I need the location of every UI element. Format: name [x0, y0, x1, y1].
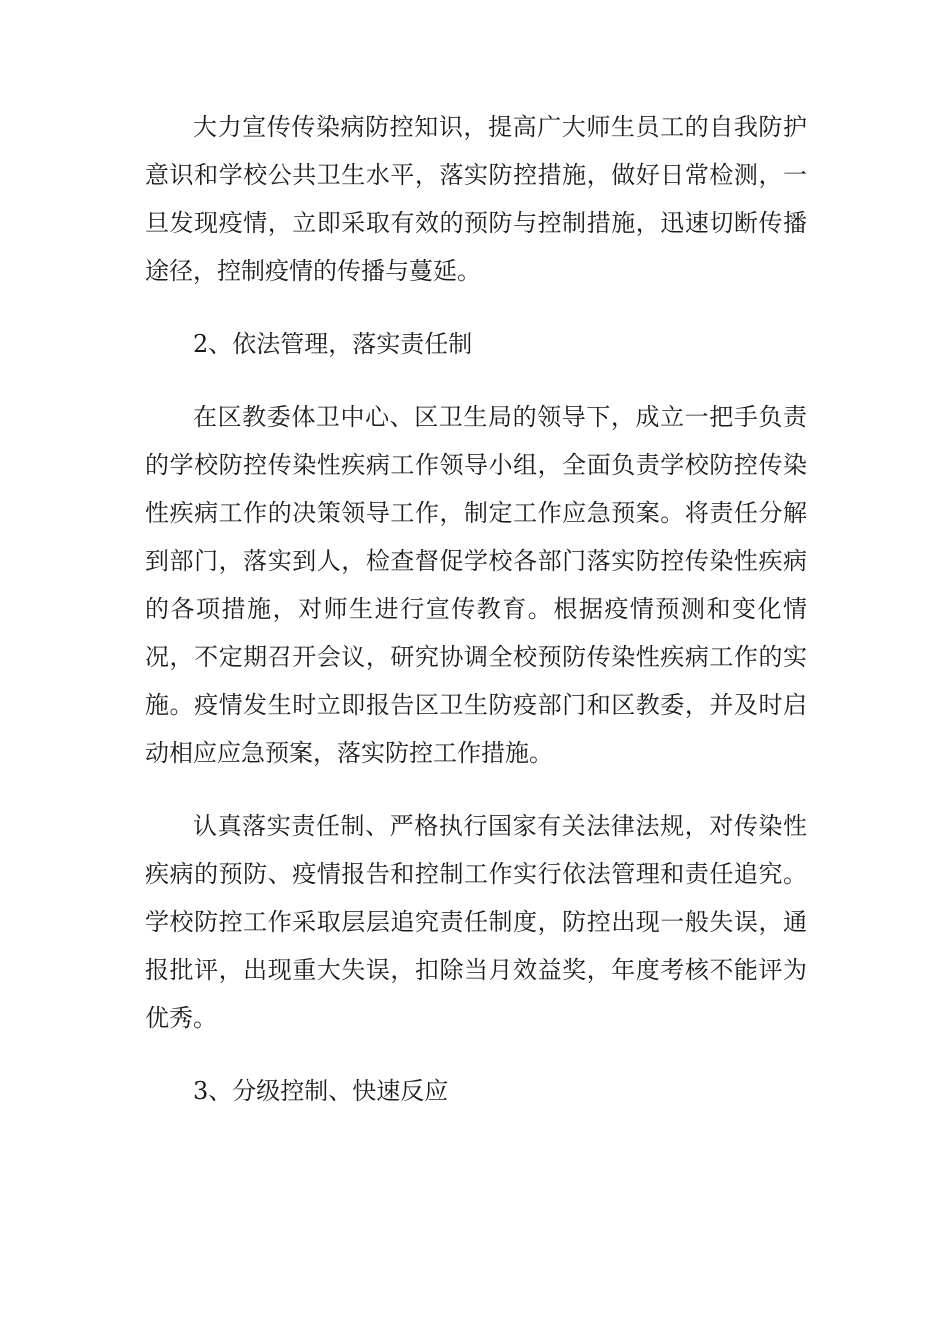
document-body [145, 103, 807, 1140]
paragraph-responsibility: 认真落实责任制、严格执行国家有关法律法规，对传染性疾病的预防、疫情报告和控制工作实行依法管理和责任追究。学校防控工作采取层层追究责任制度，防控出现一般失误，通报批评，出现重大失误，扣除当月效益奖，年度考核不能评为优秀。 [145, 812, 807, 1032]
section-heading-2: 2、依法管理，落实责任制 [193, 330, 473, 358]
section-heading-3: 3、分级控制、快速反应 [193, 1077, 449, 1105]
paragraph-leadership: 在区教委体卫中心、区卫生局的领导下，成立一把手负责的学校防控传染性疾病工作领导小组，全面负责学校防控传染性疾病工作的决策领导工作，制定工作应急预案。将责任分解到部门，落实到人，检查督促学校各部门落实防控传染性疾病的各项措施，对师生进行宣传教育。根据疫情预测和变化情况，不定期召开会议，研究协调全校预防传染性疾病工作的实施。疫情发生时立即报告区卫生防疫部门和区教委，并及时启动相应应急预案，落实防控工作措施。 [145, 403, 807, 767]
paragraph-publicity: 大力宣传传染病防控知识，提高广大师生员工的自我防护意识和学校公共卫生水平，落实防控措施，做好日常检测，一旦发现疫情，立即采取有效的预防与控制措施，迅速切断传播途径，控制疫情的传播与蔓延。 [145, 113, 807, 285]
